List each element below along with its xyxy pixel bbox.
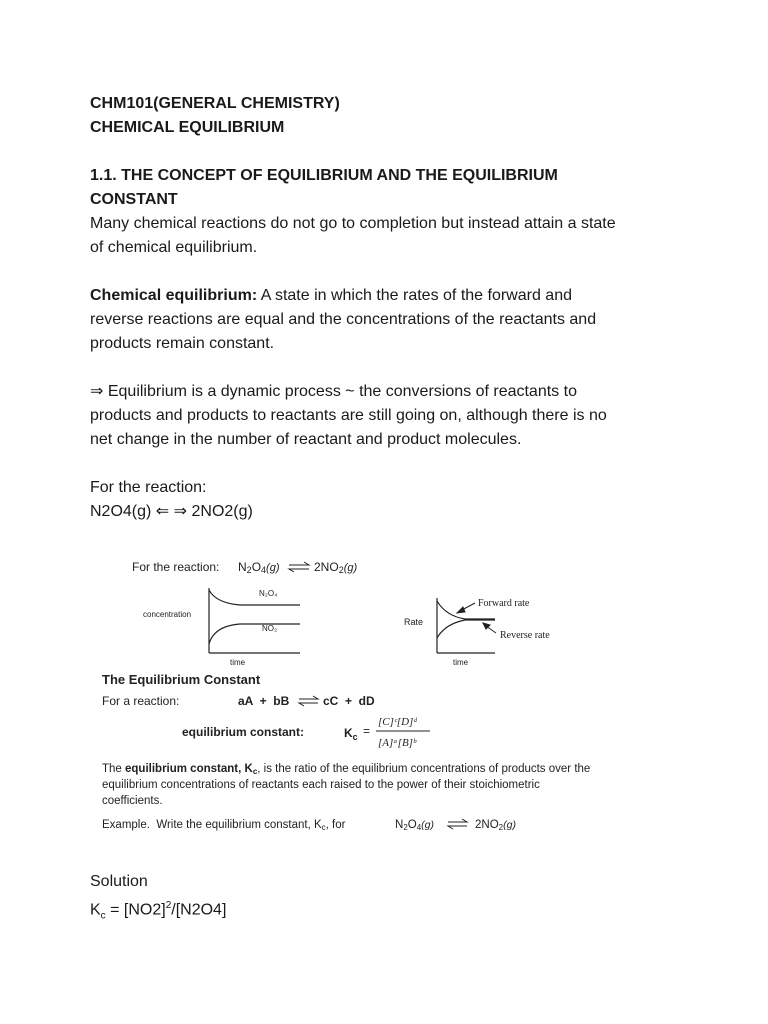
- section-heading-line2: CONSTANT: [90, 191, 178, 208]
- dynamic-line1: ⇒ Equilibrium is a dynamic process ~ the conversions of reactants to: [90, 383, 577, 400]
- dynamic-line2: products and products to reactants are still going on, although there is no: [90, 407, 607, 424]
- solution-label: Solution: [90, 873, 148, 890]
- no2-curve-label: NO₂: [262, 624, 278, 633]
- general-reaction-arrows-icon: [299, 696, 318, 706]
- definition-line3: products remain constant.: [90, 335, 275, 352]
- solution-expr-a: = [NO2]: [105, 901, 166, 919]
- figure-reactant-formula: N2O4(g): [238, 560, 280, 575]
- forward-rate-arrow-icon: [457, 603, 475, 613]
- example-reactant-formula: N2O4(g): [395, 819, 435, 832]
- equals-sign: =: [363, 724, 371, 738]
- eq-const-desc-line3: coefficients.: [102, 795, 163, 807]
- reaction-equation: N2O4(g) ⇐ ⇒ 2NO2(g): [90, 503, 253, 520]
- general-reaction-left: aA + bB: [238, 694, 290, 708]
- definition-line2: reverse reactions are equal and the concentrations of the reactants and: [90, 311, 597, 328]
- eq-const-desc-line2: equilibrium concentrations of reactants each raised to the power of their stoichiometric: [102, 779, 540, 791]
- n2o4-curve: [209, 590, 300, 605]
- solution-sup: 2: [165, 900, 172, 911]
- reverse-rate-arrow-icon: [483, 623, 496, 633]
- solution-k: K: [90, 901, 101, 919]
- solution-k-sub: c: [100, 910, 106, 922]
- n2o4-curve-label: N₂O₄: [259, 589, 278, 598]
- figure-reaction-label: For the reaction:: [132, 560, 220, 574]
- example-text: Example. Write the equilibrium constant, Kc, for: [102, 819, 346, 832]
- course-title: CHM101(GENERAL CHEMISTRY): [90, 95, 340, 112]
- eq-const-title: The Equilibrium Constant: [102, 672, 261, 687]
- section-heading-line1: 1.1. THE CONCEPT OF EQUILIBRIUM AND THE EQUILIBRIUM: [90, 167, 558, 184]
- equilibrium-arrows-icon: [289, 562, 309, 572]
- eq-const-label: equilibrium constant:: [182, 725, 305, 739]
- rate-graph: [404, 598, 550, 667]
- no2-curve: [209, 624, 300, 644]
- kc-symbol: $K_c$: [344, 726, 358, 742]
- example-product-formula: 2NO2(g): [475, 819, 516, 832]
- concentration-graph: [143, 588, 300, 667]
- intro-line2: of chemical equilibrium.: [90, 239, 258, 256]
- example-arrows-icon: [448, 819, 467, 829]
- solution-expr-b: /[N2O4]: [171, 901, 227, 919]
- concentration-axis-label: concentration: [143, 610, 192, 619]
- kc-numerator: [C]ᶜ[D]ᵈ: [378, 716, 417, 728]
- rate-axis-label: Rate: [404, 617, 424, 627]
- kc-denominator: [A]ᵃ[B]ᵇ: [378, 737, 416, 749]
- solution-expression: [90, 894, 226, 929]
- definition-text: A state in which the rates of the forward and: [257, 287, 572, 304]
- time-axis-label-left: time: [230, 658, 246, 667]
- eq-const-desc-line1: The equilibrium constant, Kc, is the ratio of the equilibrium concentrations of products over the: [102, 763, 591, 776]
- for-a-reaction-label: For a reaction:: [102, 694, 180, 708]
- reverse-rate-label: Reverse rate: [500, 630, 550, 641]
- reaction-intro: For the reaction:: [90, 479, 207, 496]
- forward-rate-label: Forward rate: [478, 598, 530, 609]
- dynamic-line3: net change in the number of reactant and product molecules.: [90, 431, 522, 448]
- topic-title: CHEMICAL EQUILIBRIUM: [90, 119, 285, 136]
- definition-term: Chemical equilibrium:: [90, 287, 258, 304]
- figure-product-formula: 2NO2(g): [314, 560, 358, 575]
- time-axis-label-right: time: [453, 658, 469, 667]
- general-reaction-right: cC + dD: [323, 694, 375, 708]
- intro-line1: Many chemical reactions do not go to completion but instead attain a state: [90, 215, 616, 232]
